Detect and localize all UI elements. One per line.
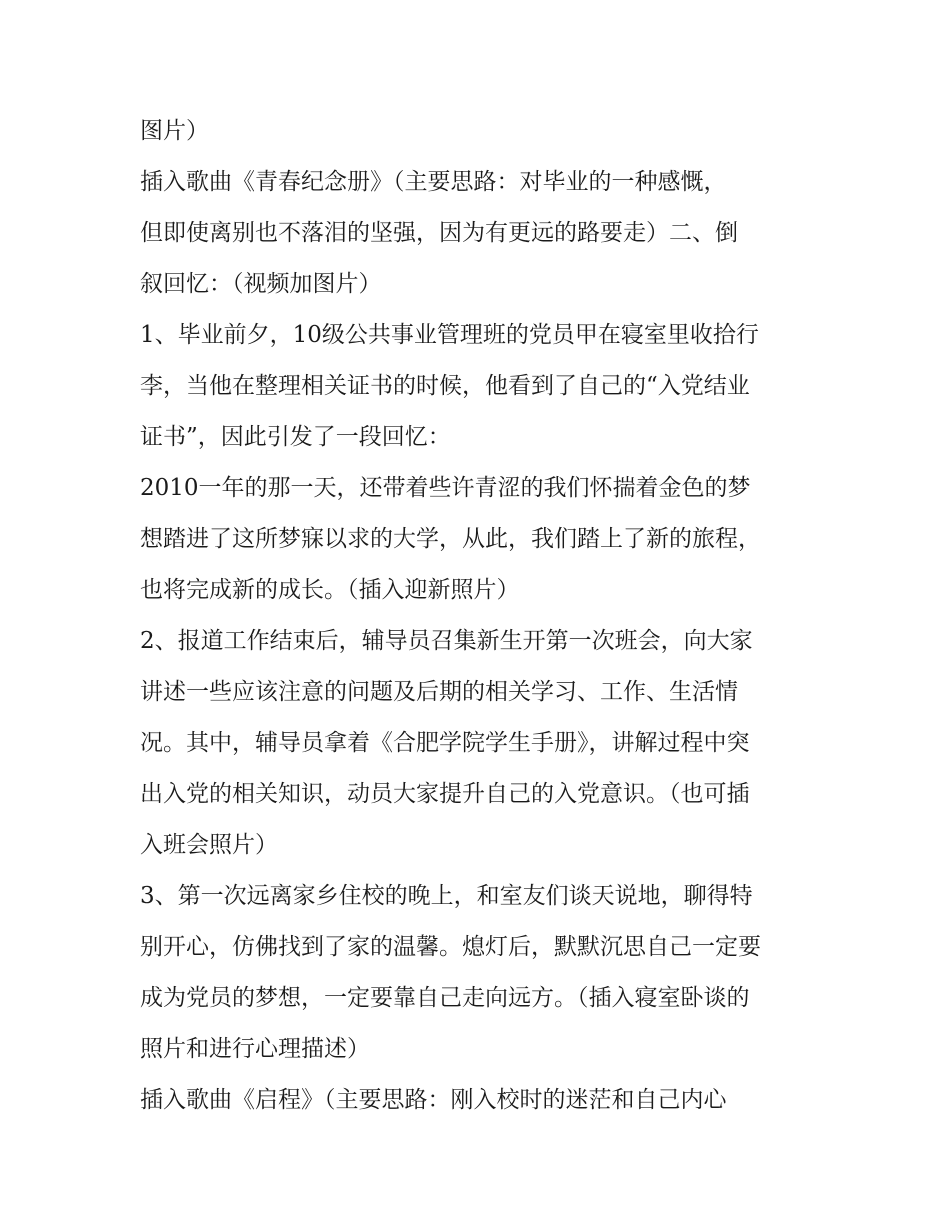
- text-line: 入班会照片）: [140, 832, 278, 858]
- text-line: 2、报道工作结束后，辅导员召集新生开第一次班会，向大家: [140, 628, 753, 654]
- text-line: 插入歌曲《青春纪念册》（主要思路：对毕业的一种感慨，: [140, 169, 727, 195]
- text-line: 但即使离别也不落泪的坚强，因为有更远的路要走）二、倒: [140, 220, 738, 246]
- text-line: 1、毕业前夕，10级公共事业管理班的党员甲在寝室里收拾行: [140, 322, 759, 348]
- text-line: 证书”，因此引发了一段回忆：: [140, 424, 451, 450]
- text-line: 3、第一次远离家乡住校的晚上，和室友们谈天说地，聊得特: [140, 883, 753, 909]
- text-line: 况。其中，辅导员拿着《合肥学院学生手册》，讲解过程中突: [140, 730, 750, 756]
- text-line: 想踏进了这所梦寐以求的大学，从此，我们踏上了新的旅程，: [140, 526, 761, 552]
- text-line: 2010一年的那一天，还带着些许青涩的我们怀揣着金色的梦: [140, 475, 751, 501]
- text-line: 讲述一些应该注意的问题及后期的相关学习、工作、生活情: [140, 679, 738, 705]
- text-line: 成为党员的梦想，一定要靠自己走向远方。（插入寝室卧谈的: [140, 985, 750, 1011]
- text-line: 叙回忆：（视频加图片）: [140, 271, 382, 297]
- text-line: 图片）: [140, 118, 209, 144]
- document-body: [140, 106, 816, 1126]
- text-line: 照片和进行心理描述）: [140, 1036, 370, 1062]
- text-line: 出入党的相关知识，动员大家提升自己的入党意识。（也可插: [140, 781, 750, 807]
- text-line: 也将完成新的成长。（插入迎新照片）: [140, 577, 520, 603]
- text-line: 李，当他在整理相关证书的时候，他看到了自己的“入党结业: [140, 373, 750, 399]
- text-line: 插入歌曲《启程》（主要思路：刚入校时的迷茫和自己内心: [140, 1087, 727, 1113]
- text-line: 别开心，仿佛找到了家的温馨。熄灯后，默默沉思自己一定要: [140, 934, 761, 960]
